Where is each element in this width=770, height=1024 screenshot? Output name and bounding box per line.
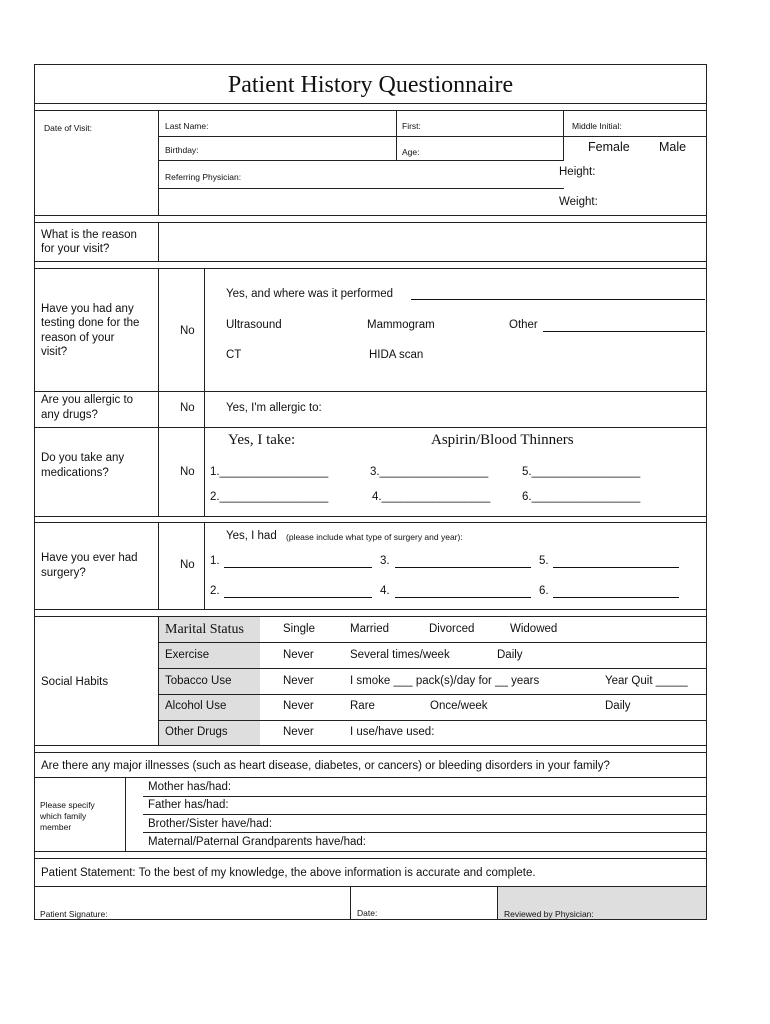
other-drugs-label: Other Drugs: [165, 726, 228, 738]
surgery-number-1: 1.: [210, 555, 220, 567]
surgery-line-5[interactable]: [553, 567, 679, 568]
surgery-number-4: 4.: [380, 585, 390, 597]
tobacco-never-option[interactable]: Never: [283, 675, 314, 687]
referring-physician-label: Referring Physician:: [165, 172, 242, 182]
marital-widowed-option[interactable]: Widowed: [510, 623, 558, 635]
surgery-yes-option[interactable]: Yes, I had: [226, 530, 277, 542]
testing-yes-where[interactable]: Yes, and where was it performed: [226, 288, 394, 300]
testing-question-line3: reason of your: [41, 332, 115, 344]
medications-yes-option[interactable]: Yes, I take:: [228, 432, 296, 448]
male-option[interactable]: Male: [659, 140, 687, 154]
surgery-line-1[interactable]: [224, 567, 372, 568]
height-label: Height:: [559, 166, 596, 178]
mammogram-option[interactable]: Mammogram: [367, 319, 435, 331]
page-title: Patient History Questionnaire: [227, 72, 514, 98]
specify-member-line1: Please specify: [40, 800, 95, 810]
surgery-line-6[interactable]: [553, 597, 679, 598]
testing-question-line2: testing done for the: [41, 317, 140, 329]
surgery-number-6: 6.: [539, 585, 549, 597]
alcohol-rare-option[interactable]: Rare: [350, 700, 375, 712]
allergy-question-line2: any drugs?: [41, 409, 98, 421]
social-habits-label: Social Habits: [41, 676, 109, 688]
sibling-field[interactable]: Brother/Sister have/had:: [148, 818, 273, 830]
date-field[interactable]: Date:: [357, 908, 378, 918]
surgery-yes-note: (please include what type of surgery and year):: [286, 532, 463, 542]
testing-question-line4: visit?: [41, 346, 68, 358]
marital-single-option[interactable]: Single: [283, 623, 315, 635]
age-label: Age:: [402, 147, 420, 157]
date-of-visit-label: Date of Visit:: [44, 123, 93, 133]
allergy-yes-option[interactable]: Yes, I'm allergic to:: [226, 402, 322, 414]
medication-line-4[interactable]: 4._________________: [372, 491, 491, 503]
father-field[interactable]: Father has/had:: [148, 799, 229, 811]
medications-question-line2: medications?: [41, 467, 109, 479]
marital-divorced-option[interactable]: Divorced: [429, 623, 475, 635]
drugs-never-option[interactable]: Never: [283, 726, 314, 738]
hida-option[interactable]: HIDA scan: [369, 349, 424, 361]
surgery-question-line2: surgery?: [41, 567, 86, 579]
testing-question-line1: Have you had any: [41, 303, 134, 315]
ct-option[interactable]: CT: [226, 349, 242, 361]
exercise-daily-option[interactable]: Daily: [497, 649, 523, 661]
specify-member-line3: member: [40, 822, 72, 832]
surgery-line-2[interactable]: [224, 597, 372, 598]
reason-question-line1: What is the reason: [41, 229, 137, 241]
marital-status-label: Marital Status: [165, 622, 244, 637]
allergy-no-option[interactable]: No: [180, 402, 195, 414]
other-test-line[interactable]: [543, 331, 705, 332]
testing-no-option[interactable]: No: [180, 325, 195, 337]
medication-line-6[interactable]: 6._________________: [522, 491, 641, 503]
surgery-line-4[interactable]: [395, 597, 531, 598]
drugs-used-field[interactable]: I use/have used:: [350, 726, 435, 738]
mother-field[interactable]: Mother has/had:: [148, 781, 232, 793]
exercise-never-option[interactable]: Never: [283, 649, 314, 661]
birthday-label: Birthday:: [165, 145, 199, 155]
surgery-line-3[interactable]: [395, 567, 531, 568]
exercise-label: Exercise: [165, 649, 210, 661]
first-name-label: First:: [402, 121, 421, 131]
allergy-question-line1: Are you allergic to: [41, 394, 134, 406]
surgery-number-5: 5.: [539, 555, 549, 567]
last-name-label: Last Name:: [165, 121, 209, 131]
reviewed-by-physician-field[interactable]: Reviewed by Physician:: [504, 909, 594, 919]
medication-line-1[interactable]: 1._________________: [210, 466, 329, 478]
other-test-option[interactable]: Other: [509, 319, 538, 331]
surgery-number-2: 2.: [210, 585, 220, 597]
exercise-several-option[interactable]: Several times/week: [350, 649, 450, 661]
patient-statement: Patient Statement: To the best of my knowledge, the above information is accurate and complete.: [41, 867, 536, 879]
middle-initial-label: Middle Initial:: [572, 121, 622, 131]
surgery-number-3: 3.: [380, 555, 390, 567]
female-option[interactable]: Female: [588, 140, 630, 154]
medications-no-option[interactable]: No: [180, 466, 195, 478]
marital-married-option[interactable]: Married: [350, 623, 389, 635]
medication-line-2[interactable]: 2._________________: [210, 491, 329, 503]
alcohol-label: Alcohol Use: [165, 700, 227, 712]
surgery-question-line1: Have you ever had: [41, 552, 138, 564]
patient-signature-field[interactable]: Patient Signature:: [40, 909, 108, 919]
medication-line-5[interactable]: 5._________________: [522, 466, 641, 478]
alcohol-once-option[interactable]: Once/week: [430, 700, 488, 712]
aspirin-option[interactable]: Aspirin/Blood Thinners: [431, 432, 574, 448]
family-illness-question: Are there any major illnesses (such as heart disease, diabetes, or cancers) or bleeding disorders in your family?: [41, 760, 610, 772]
weight-label: Weight:: [559, 196, 598, 208]
alcohol-daily-option[interactable]: Daily: [605, 700, 631, 712]
specify-member-line2: which family: [40, 811, 87, 821]
surgery-no-option[interactable]: No: [180, 559, 195, 571]
reason-question-line2: for your visit?: [41, 243, 110, 255]
tobacco-label: Tobacco Use: [165, 675, 232, 687]
alcohol-never-option[interactable]: Never: [283, 700, 314, 712]
medications-question-line1: Do you take any: [41, 452, 125, 464]
medication-line-3[interactable]: 3._________________: [370, 466, 489, 478]
tobacco-year-quit-field[interactable]: Year Quit _____: [605, 675, 688, 687]
ultrasound-option[interactable]: Ultrasound: [226, 319, 282, 331]
grandparents-field[interactable]: Maternal/Paternal Grandparents have/had:: [148, 836, 366, 848]
tobacco-smoke-field[interactable]: I smoke ___ pack(s)/day for __ years: [350, 675, 540, 687]
testing-where-line[interactable]: [411, 299, 705, 300]
